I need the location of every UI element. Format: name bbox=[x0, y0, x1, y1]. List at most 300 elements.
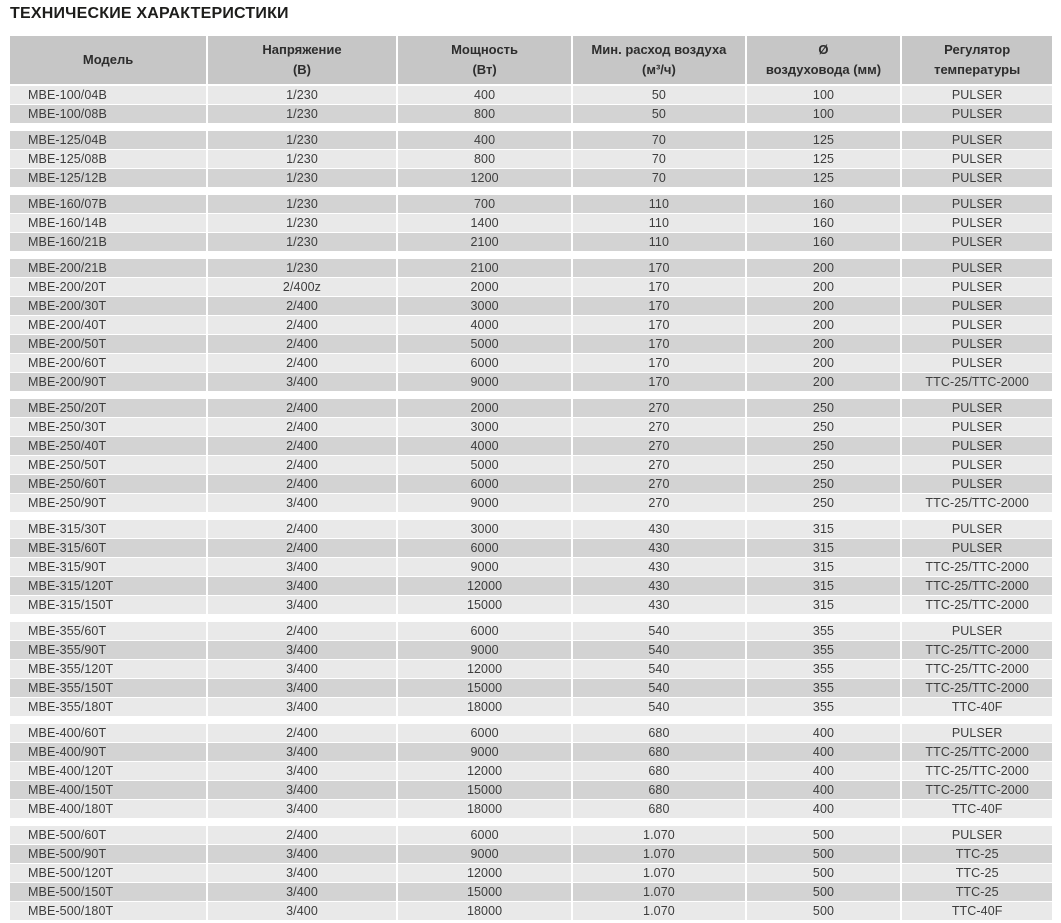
value-cell: 500 bbox=[747, 864, 901, 882]
value-cell: 170 bbox=[573, 354, 744, 372]
value-cell: 355 bbox=[747, 622, 901, 640]
model-cell: MBE-200/40T bbox=[10, 316, 206, 334]
value-cell: 2/400 bbox=[208, 399, 396, 417]
value-cell: 355 bbox=[747, 660, 901, 678]
value-cell: TTC-25/TTC-2000 bbox=[902, 679, 1052, 697]
value-cell: 3000 bbox=[398, 297, 571, 315]
value-cell: PULSER bbox=[902, 520, 1052, 538]
value-cell: TTC-25/TTC-2000 bbox=[902, 558, 1052, 576]
value-cell: 6000 bbox=[398, 539, 571, 557]
value-cell: PULSER bbox=[902, 316, 1052, 334]
value-cell: 2/400 bbox=[208, 724, 396, 742]
value-cell: 500 bbox=[747, 845, 901, 863]
model-cell: MBE-315/60T bbox=[10, 539, 206, 557]
value-cell: TTC-25/TTC-2000 bbox=[902, 596, 1052, 614]
table-row bbox=[10, 660, 1052, 678]
value-cell: 9000 bbox=[398, 743, 571, 761]
model-cell: MBE-250/50T bbox=[10, 456, 206, 474]
value-cell: PULSER bbox=[902, 150, 1052, 168]
value-cell: TTC-25 bbox=[902, 864, 1052, 882]
column-header-line2: (Вт) bbox=[472, 62, 497, 77]
value-cell: 270 bbox=[573, 494, 744, 512]
column-header-line1: Модель bbox=[82, 51, 134, 67]
value-cell: 1/230 bbox=[208, 86, 396, 104]
value-cell: 170 bbox=[573, 373, 744, 391]
value-cell: PULSER bbox=[902, 195, 1052, 213]
value-cell: 400 bbox=[747, 743, 901, 761]
value-cell: 3/400 bbox=[208, 781, 396, 799]
value-cell: 400 bbox=[398, 86, 571, 104]
value-cell: PULSER bbox=[902, 86, 1052, 104]
value-cell: 355 bbox=[747, 698, 901, 716]
value-cell: 5000 bbox=[398, 335, 571, 353]
model-cell: MBE-200/90T bbox=[10, 373, 206, 391]
value-cell: 400 bbox=[747, 800, 901, 818]
value-cell: 6000 bbox=[398, 475, 571, 493]
model-cell: MBE-315/150T bbox=[10, 596, 206, 614]
table-row bbox=[10, 883, 1052, 901]
value-cell: 3000 bbox=[398, 520, 571, 538]
table-row bbox=[10, 354, 1052, 372]
page-title: ТЕХНИЧЕСКИЕ ХАРАКТЕРИСТИКИ bbox=[10, 5, 289, 22]
table-row bbox=[10, 520, 1052, 538]
table-row bbox=[10, 399, 1052, 417]
value-cell: 3/400 bbox=[208, 679, 396, 697]
model-cell: MBE-355/150T bbox=[10, 679, 206, 697]
value-cell: 2/400z bbox=[208, 278, 396, 296]
model-cell: MBE-250/30T bbox=[10, 418, 206, 436]
model-cell: MBE-250/90T bbox=[10, 494, 206, 512]
table-row bbox=[10, 622, 1052, 640]
value-cell: 3/400 bbox=[208, 743, 396, 761]
value-cell: 1.070 bbox=[573, 845, 744, 863]
value-cell: 2000 bbox=[398, 278, 571, 296]
table-row bbox=[10, 475, 1052, 493]
value-cell: 15000 bbox=[398, 679, 571, 697]
value-cell: 700 bbox=[398, 195, 571, 213]
value-cell: 540 bbox=[573, 698, 744, 716]
column-header-4 bbox=[747, 36, 901, 84]
model-cell: MBE-200/21B bbox=[10, 259, 206, 277]
value-cell: 2/400 bbox=[208, 418, 396, 436]
value-cell: 400 bbox=[747, 781, 901, 799]
value-cell: 250 bbox=[747, 494, 901, 512]
value-cell: 2100 bbox=[398, 233, 571, 251]
model-cell: MBE-355/120T bbox=[10, 660, 206, 678]
column-header-line2: (м³/ч) bbox=[642, 62, 676, 77]
value-cell: 170 bbox=[573, 259, 744, 277]
group-separator bbox=[10, 124, 1052, 131]
value-cell: 125 bbox=[747, 150, 901, 168]
value-cell: 160 bbox=[747, 195, 901, 213]
value-cell: 3/400 bbox=[208, 558, 396, 576]
value-cell: 430 bbox=[573, 539, 744, 557]
table-row bbox=[10, 577, 1052, 595]
value-cell: 18000 bbox=[398, 902, 571, 920]
value-cell: 355 bbox=[747, 641, 901, 659]
value-cell: 355 bbox=[747, 679, 901, 697]
value-cell: PULSER bbox=[902, 399, 1052, 417]
value-cell: 3/400 bbox=[208, 373, 396, 391]
value-cell: 200 bbox=[747, 373, 901, 391]
value-cell: 1.070 bbox=[573, 826, 744, 844]
model-cell: MBE-250/40T bbox=[10, 437, 206, 455]
table-row bbox=[10, 297, 1052, 315]
value-cell: TTC-25/TTC-2000 bbox=[902, 762, 1052, 780]
value-cell: 430 bbox=[573, 520, 744, 538]
table-row bbox=[10, 902, 1052, 920]
value-cell: 800 bbox=[398, 105, 571, 123]
value-cell: 270 bbox=[573, 418, 744, 436]
table-row bbox=[10, 150, 1052, 168]
value-cell: TTC-25/TTC-2000 bbox=[902, 641, 1052, 659]
column-header-2 bbox=[398, 36, 571, 84]
value-cell: 680 bbox=[573, 781, 744, 799]
value-cell: 430 bbox=[573, 577, 744, 595]
value-cell: 2/400 bbox=[208, 297, 396, 315]
table-row bbox=[10, 558, 1052, 576]
group-separator bbox=[10, 717, 1052, 724]
value-cell: 3/400 bbox=[208, 883, 396, 901]
group-separator bbox=[10, 252, 1052, 259]
spec-table bbox=[10, 36, 1052, 921]
value-cell: 1/230 bbox=[208, 169, 396, 187]
model-cell: MBE-200/20T bbox=[10, 278, 206, 296]
value-cell: PULSER bbox=[902, 826, 1052, 844]
value-cell: 9000 bbox=[398, 494, 571, 512]
value-cell: 170 bbox=[573, 297, 744, 315]
table-row bbox=[10, 679, 1052, 697]
value-cell: TTC-40F bbox=[902, 698, 1052, 716]
value-cell: 250 bbox=[747, 456, 901, 474]
table-row bbox=[10, 105, 1052, 123]
value-cell: 6000 bbox=[398, 622, 571, 640]
value-cell: 430 bbox=[573, 596, 744, 614]
value-cell: 500 bbox=[747, 902, 901, 920]
value-cell: 50 bbox=[573, 86, 744, 104]
value-cell: 200 bbox=[747, 354, 901, 372]
value-cell: PULSER bbox=[902, 335, 1052, 353]
value-cell: 1/230 bbox=[208, 150, 396, 168]
value-cell: 250 bbox=[747, 399, 901, 417]
model-cell: MBE-160/21B bbox=[10, 233, 206, 251]
value-cell: PULSER bbox=[902, 418, 1052, 436]
value-cell: PULSER bbox=[902, 105, 1052, 123]
table-row bbox=[10, 762, 1052, 780]
value-cell: 100 bbox=[747, 105, 901, 123]
model-cell: MBE-400/180T bbox=[10, 800, 206, 818]
value-cell: PULSER bbox=[902, 169, 1052, 187]
value-cell: 250 bbox=[747, 437, 901, 455]
value-cell: 1/230 bbox=[208, 214, 396, 232]
value-cell: 250 bbox=[747, 418, 901, 436]
table-row bbox=[10, 195, 1052, 213]
column-header-line1: Мощность bbox=[451, 41, 519, 57]
value-cell: 315 bbox=[747, 539, 901, 557]
table-row bbox=[10, 864, 1052, 882]
table-row bbox=[10, 259, 1052, 277]
table-row bbox=[10, 743, 1052, 761]
column-header-line1: Напряжение bbox=[262, 41, 342, 57]
value-cell: 125 bbox=[747, 169, 901, 187]
table-row bbox=[10, 800, 1052, 818]
value-cell: 2/400 bbox=[208, 826, 396, 844]
table-row bbox=[10, 169, 1052, 187]
value-cell: 1400 bbox=[398, 214, 571, 232]
value-cell: 400 bbox=[747, 724, 901, 742]
column-header-3 bbox=[573, 36, 744, 84]
value-cell: 270 bbox=[573, 437, 744, 455]
column-header-line2: температуры bbox=[934, 62, 1021, 77]
value-cell: 170 bbox=[573, 278, 744, 296]
value-cell: 430 bbox=[573, 558, 744, 576]
value-cell: 6000 bbox=[398, 724, 571, 742]
value-cell: TTC-25 bbox=[902, 883, 1052, 901]
model-cell: MBE-500/60T bbox=[10, 826, 206, 844]
value-cell: 4000 bbox=[398, 316, 571, 334]
value-cell: 3/400 bbox=[208, 698, 396, 716]
model-cell: MBE-315/30T bbox=[10, 520, 206, 538]
model-cell: MBE-500/120T bbox=[10, 864, 206, 882]
value-cell: 3/400 bbox=[208, 845, 396, 863]
model-cell: MBE-160/14B bbox=[10, 214, 206, 232]
value-cell: 200 bbox=[747, 316, 901, 334]
value-cell: 160 bbox=[747, 214, 901, 232]
value-cell: 315 bbox=[747, 577, 901, 595]
value-cell: 540 bbox=[573, 641, 744, 659]
value-cell: 250 bbox=[747, 475, 901, 493]
value-cell: 500 bbox=[747, 826, 901, 844]
table-row bbox=[10, 494, 1052, 512]
value-cell: PULSER bbox=[902, 724, 1052, 742]
value-cell: 1.070 bbox=[573, 883, 744, 901]
column-header-line1: Регулятор bbox=[944, 41, 1011, 57]
value-cell: 200 bbox=[747, 259, 901, 277]
value-cell: 270 bbox=[573, 475, 744, 493]
value-cell: TTC-40F bbox=[902, 902, 1052, 920]
model-cell: MBE-250/60T bbox=[10, 475, 206, 493]
value-cell: 540 bbox=[573, 679, 744, 697]
value-cell: 3000 bbox=[398, 418, 571, 436]
table-row bbox=[10, 316, 1052, 334]
model-cell: MBE-500/180T bbox=[10, 902, 206, 920]
value-cell: 2/400 bbox=[208, 622, 396, 640]
value-cell: 3/400 bbox=[208, 596, 396, 614]
value-cell: 18000 bbox=[398, 698, 571, 716]
value-cell: 315 bbox=[747, 520, 901, 538]
table-row bbox=[10, 845, 1052, 863]
value-cell: PULSER bbox=[902, 131, 1052, 149]
value-cell: TTC-40F bbox=[902, 800, 1052, 818]
value-cell: 270 bbox=[573, 456, 744, 474]
value-cell: 12000 bbox=[398, 762, 571, 780]
value-cell: 3/400 bbox=[208, 494, 396, 512]
group-separator bbox=[10, 188, 1052, 195]
value-cell: 12000 bbox=[398, 660, 571, 678]
value-cell: PULSER bbox=[902, 475, 1052, 493]
value-cell: 1/230 bbox=[208, 105, 396, 123]
value-cell: 3/400 bbox=[208, 864, 396, 882]
value-cell: 270 bbox=[573, 399, 744, 417]
group-separator bbox=[10, 819, 1052, 826]
value-cell: TTC-25/TTC-2000 bbox=[902, 373, 1052, 391]
value-cell: 3/400 bbox=[208, 641, 396, 659]
value-cell: 2100 bbox=[398, 259, 571, 277]
value-cell: 400 bbox=[398, 131, 571, 149]
value-cell: 12000 bbox=[398, 864, 571, 882]
table-row bbox=[10, 233, 1052, 251]
group-separator bbox=[10, 513, 1052, 520]
model-cell: MBE-125/08B bbox=[10, 150, 206, 168]
value-cell: 125 bbox=[747, 131, 901, 149]
model-cell: MBE-400/120T bbox=[10, 762, 206, 780]
value-cell: 200 bbox=[747, 278, 901, 296]
value-cell: 2/400 bbox=[208, 520, 396, 538]
value-cell: 1.070 bbox=[573, 864, 744, 882]
column-header-line1: Мин. расход воздуха bbox=[591, 41, 727, 57]
table-row bbox=[10, 596, 1052, 614]
value-cell: 70 bbox=[573, 169, 744, 187]
model-cell: MBE-400/90T bbox=[10, 743, 206, 761]
value-cell: 110 bbox=[573, 195, 744, 213]
group-separator bbox=[10, 392, 1052, 399]
value-cell: TTC-25/TTC-2000 bbox=[902, 577, 1052, 595]
value-cell: 6000 bbox=[398, 354, 571, 372]
value-cell: 70 bbox=[573, 150, 744, 168]
value-cell: 2/400 bbox=[208, 456, 396, 474]
column-header-line2: (В) bbox=[292, 62, 311, 77]
value-cell: 15000 bbox=[398, 883, 571, 901]
model-cell: MBE-355/180T bbox=[10, 698, 206, 716]
value-cell: 540 bbox=[573, 660, 744, 678]
model-cell: MBE-315/90T bbox=[10, 558, 206, 576]
value-cell: 540 bbox=[573, 622, 744, 640]
value-cell: 315 bbox=[747, 558, 901, 576]
table-row bbox=[10, 214, 1052, 232]
value-cell: 9000 bbox=[398, 641, 571, 659]
value-cell: PULSER bbox=[902, 233, 1052, 251]
group-separator bbox=[10, 615, 1052, 622]
model-cell: MBE-100/04B bbox=[10, 86, 206, 104]
value-cell: 3/400 bbox=[208, 660, 396, 678]
spec-table-header bbox=[10, 36, 1052, 84]
value-cell: 2/400 bbox=[208, 316, 396, 334]
value-cell: 500 bbox=[747, 883, 901, 901]
value-cell: 9000 bbox=[398, 373, 571, 391]
value-cell: 3/400 bbox=[208, 577, 396, 595]
value-cell: 680 bbox=[573, 724, 744, 742]
value-cell: 200 bbox=[747, 335, 901, 353]
model-cell: MBE-200/60T bbox=[10, 354, 206, 372]
value-cell: TTC-25/TTC-2000 bbox=[902, 781, 1052, 799]
model-cell: MBE-200/50T bbox=[10, 335, 206, 353]
table-row bbox=[10, 335, 1052, 353]
column-header-1 bbox=[208, 36, 396, 84]
model-cell: MBE-250/20T bbox=[10, 399, 206, 417]
value-cell: 2/400 bbox=[208, 354, 396, 372]
value-cell: 3/400 bbox=[208, 800, 396, 818]
value-cell: 200 bbox=[747, 297, 901, 315]
value-cell: 2/400 bbox=[208, 539, 396, 557]
value-cell: PULSER bbox=[902, 456, 1052, 474]
column-header-line1: Ø bbox=[818, 41, 829, 57]
table-row bbox=[10, 456, 1052, 474]
value-cell: PULSER bbox=[902, 214, 1052, 232]
spec-table-body bbox=[10, 86, 1052, 920]
model-cell: MBE-125/04B bbox=[10, 131, 206, 149]
value-cell: 680 bbox=[573, 743, 744, 761]
value-cell: 110 bbox=[573, 233, 744, 251]
value-cell: TTC-25/TTC-2000 bbox=[902, 494, 1052, 512]
table-row bbox=[10, 539, 1052, 557]
value-cell: PULSER bbox=[902, 278, 1052, 296]
value-cell: 2/400 bbox=[208, 335, 396, 353]
value-cell: 800 bbox=[398, 150, 571, 168]
table-row bbox=[10, 418, 1052, 436]
column-header-5 bbox=[902, 36, 1052, 84]
value-cell: 3/400 bbox=[208, 902, 396, 920]
value-cell: 170 bbox=[573, 335, 744, 353]
model-cell: MBE-160/07B bbox=[10, 195, 206, 213]
model-cell: MBE-315/120T bbox=[10, 577, 206, 595]
value-cell: 100 bbox=[747, 86, 901, 104]
value-cell: TTC-25 bbox=[902, 845, 1052, 863]
value-cell: 15000 bbox=[398, 781, 571, 799]
value-cell: PULSER bbox=[902, 259, 1052, 277]
value-cell: 1.070 bbox=[573, 902, 744, 920]
value-cell: 15000 bbox=[398, 596, 571, 614]
model-cell: MBE-400/150T bbox=[10, 781, 206, 799]
value-cell: 160 bbox=[747, 233, 901, 251]
table-row bbox=[10, 724, 1052, 742]
table-row bbox=[10, 781, 1052, 799]
value-cell: 400 bbox=[747, 762, 901, 780]
value-cell: 110 bbox=[573, 214, 744, 232]
model-cell: MBE-125/12B bbox=[10, 169, 206, 187]
value-cell: PULSER bbox=[902, 539, 1052, 557]
value-cell: PULSER bbox=[902, 297, 1052, 315]
value-cell: TTC-25/TTC-2000 bbox=[902, 743, 1052, 761]
table-row bbox=[10, 86, 1052, 104]
value-cell: TTC-25/TTC-2000 bbox=[902, 660, 1052, 678]
value-cell: 5000 bbox=[398, 456, 571, 474]
value-cell: 9000 bbox=[398, 845, 571, 863]
table-row bbox=[10, 373, 1052, 391]
value-cell: 315 bbox=[747, 596, 901, 614]
value-cell: 170 bbox=[573, 316, 744, 334]
table-row bbox=[10, 698, 1052, 716]
table-row bbox=[10, 437, 1052, 455]
value-cell: 3/400 bbox=[208, 762, 396, 780]
table-row bbox=[10, 131, 1052, 149]
value-cell: 1200 bbox=[398, 169, 571, 187]
column-header-line2: воздуховода (мм) bbox=[765, 62, 882, 77]
value-cell: 680 bbox=[573, 762, 744, 780]
value-cell: 680 bbox=[573, 800, 744, 818]
value-cell: PULSER bbox=[902, 354, 1052, 372]
value-cell: 1/230 bbox=[208, 259, 396, 277]
value-cell: 9000 bbox=[398, 558, 571, 576]
value-cell: 2/400 bbox=[208, 437, 396, 455]
value-cell: 1/230 bbox=[208, 131, 396, 149]
model-cell: MBE-100/08B bbox=[10, 105, 206, 123]
table-row bbox=[10, 278, 1052, 296]
model-cell: MBE-500/90T bbox=[10, 845, 206, 863]
value-cell: 2/400 bbox=[208, 475, 396, 493]
model-cell: MBE-200/30T bbox=[10, 297, 206, 315]
value-cell: PULSER bbox=[902, 437, 1052, 455]
value-cell: 6000 bbox=[398, 826, 571, 844]
